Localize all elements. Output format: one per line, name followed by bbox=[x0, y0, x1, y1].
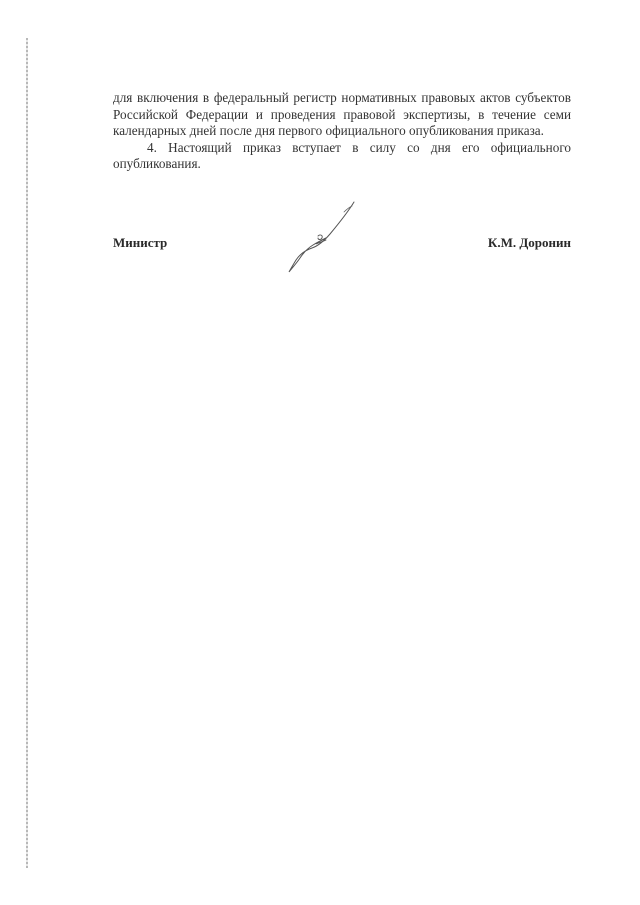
signatory-name: К.М. Доронин bbox=[487, 235, 571, 250]
signatory-title: Министр bbox=[113, 235, 168, 250]
scan-edge bbox=[26, 38, 28, 868]
handwritten-signature bbox=[282, 198, 362, 276]
paragraph-continuation: для включения в федеральный регистр нормативных правовых актов субъектов Российской Федерации и проведения правовой экспертизы, в течение семи календарных дней после дня первого официального опубликования приказа. bbox=[113, 90, 571, 139]
paragraph-item-4: 4. Настоящий приказ вступает в силу со дня его официального опубликования. bbox=[113, 139, 571, 172]
document-body bbox=[113, 90, 571, 173]
